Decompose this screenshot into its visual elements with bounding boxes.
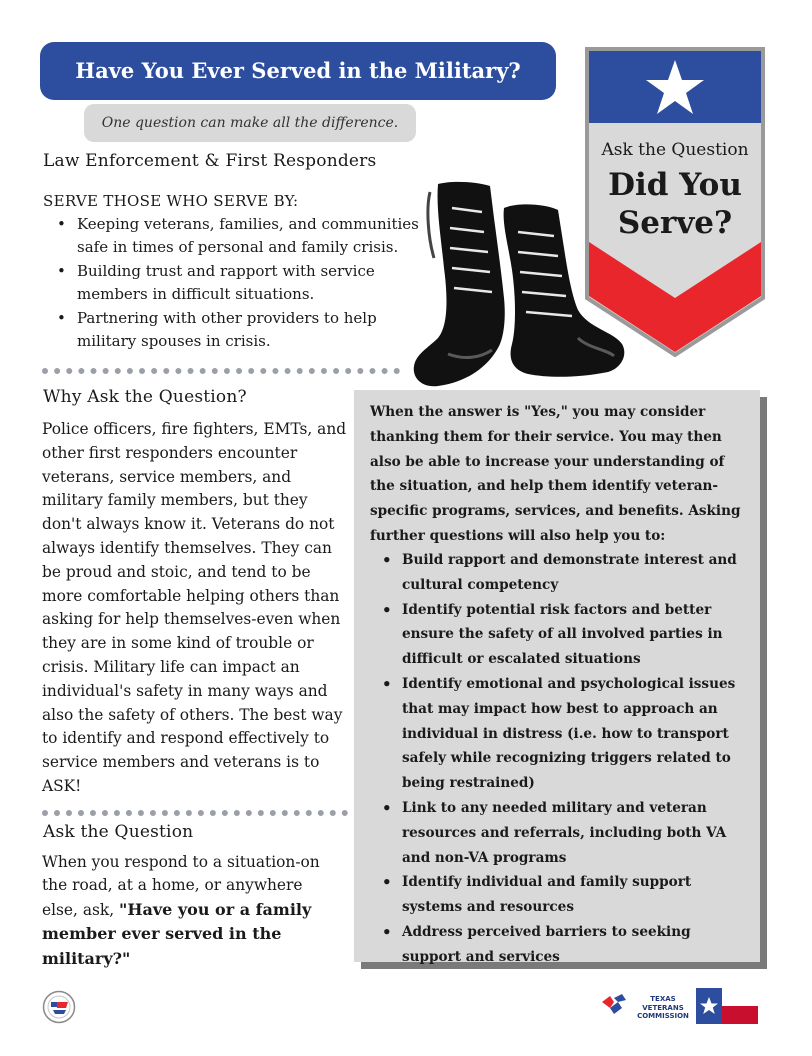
list-item: • Link to any needed military and veteran resources and referrals, including both VA and non-VA programs xyxy=(368,796,750,870)
list-item: • Keeping veterans, families, and communities safe in times of personal and family crisis. xyxy=(43,213,428,260)
list-item: • Identify potential risk factors and better ensure the safety of all involved parties in difficult or escalated situations xyxy=(368,598,750,672)
badge-line-1: Did You xyxy=(608,167,742,203)
badge-caption: Ask the Question xyxy=(601,140,749,160)
tvc-logo-text: TEXAS VETERANS COMMISSION xyxy=(637,995,689,1020)
info-box-intro: When the answer is "Yes," you may consider thanking them for their service. You may then also be able to increase your understanding of the situation, and help them identify veteran-specific programs, services, and benefits. Asking further questions will also help you to: xyxy=(370,404,741,544)
list-item: • Building trust and rapport with service members in difficult situations. xyxy=(43,260,428,307)
why-ask-body: Police officers, fire fighters, EMTs, and other first responders encounter veterans, service members, and military family members, but they don't always know it. Veterans do not always identify themselves. They can be proud and stoic, and tend to be more comfortable helping others than asking for help themselves-even when they are in some kind of trouble or crisis. Military life can impact an individual's safety in many ways and also the safety of others. The best way to identify and respond effectively to service members and veterans is to ASK! xyxy=(42,420,347,795)
list-item: • Build rapport and demonstrate interest and cultural competency xyxy=(368,548,750,598)
list-item: • Identify emotional and psychological issues that may impact how best to approach an individual in distress (i.e. how to transport safely while recognizing triggers related to being restrained) xyxy=(368,672,750,796)
combat-boots-illustration xyxy=(408,178,626,388)
list-item: • Partnering with other providers to help military spouses in crisis. xyxy=(43,307,428,354)
tvc-mark-icon xyxy=(602,994,626,1014)
ask-question-quote: "Have you or a family member ever served in the military?" xyxy=(42,899,312,968)
texas-flag-icon xyxy=(696,988,758,1024)
ask-question-heading: Ask the Question xyxy=(43,822,194,842)
state-seal-icon xyxy=(42,990,76,1024)
ask-question-body xyxy=(42,851,342,971)
page-title: Have You Ever Served in the Military? xyxy=(40,42,556,100)
why-ask-heading: Why Ask the Question? xyxy=(43,387,247,407)
section-divider xyxy=(42,368,400,374)
badge-line-2: Serve? xyxy=(617,205,733,241)
section-divider xyxy=(42,810,348,816)
ask-question-lead: When you respond to a situation-on the road, at a home, or anywhere else, ask, xyxy=(42,853,320,919)
info-box-list xyxy=(368,548,750,970)
list-item: • Address perceived barriers to seeking support and services xyxy=(368,920,750,970)
serve-title: SERVE THOSE WHO SERVE BY: xyxy=(43,192,299,210)
serve-list xyxy=(43,213,428,353)
list-item: • Identify individual and family support systems and resources xyxy=(368,870,750,920)
law-enforcement-heading: Law Enforcement & First Responders xyxy=(43,151,377,171)
page-subtitle: One question can make all the difference. xyxy=(84,104,416,142)
